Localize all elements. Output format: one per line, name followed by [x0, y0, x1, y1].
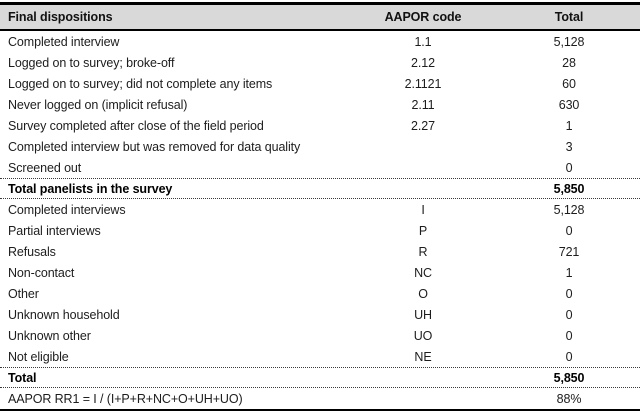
table-row: [0, 325, 640, 346]
total-cell: 0: [565, 286, 573, 301]
table-row: [0, 304, 640, 325]
table-body: [0, 31, 640, 409]
row-label-cell: Non-contact: [8, 265, 75, 280]
aapor-code-cell: 2.27: [411, 118, 435, 133]
aapor-code-cell: NE: [414, 349, 432, 364]
table-row: [0, 220, 640, 241]
table-row: [0, 346, 640, 367]
row-label-cell: Refusals: [8, 244, 56, 259]
aapor-code-cell: R: [418, 244, 428, 259]
table-header-row: [0, 5, 640, 31]
column-header-aapor-code: AAPOR code: [384, 10, 462, 24]
table-row: [0, 178, 640, 199]
row-label-cell: Other: [8, 286, 39, 301]
aapor-code-cell: 2.1121: [404, 76, 442, 91]
table-row: [0, 367, 640, 388]
dispositions-table: [0, 2, 640, 411]
row-label-cell: Unknown other: [8, 328, 91, 343]
table-row: [0, 31, 640, 52]
total-cell: 0: [565, 223, 573, 238]
column-header-final-dispositions: Final dispositions: [8, 10, 113, 24]
table-row: [0, 52, 640, 73]
aapor-code-cell: O: [418, 286, 428, 301]
aapor-code-cell: 2.11: [411, 97, 435, 112]
total-cell: 1: [565, 118, 573, 133]
aapor-code-cell: UH: [414, 307, 432, 322]
table-row: [0, 262, 640, 283]
total-cell: 60: [562, 76, 576, 91]
row-label-cell: AAPOR RR1 = I / (I+P+R+NC+O+UH+UO): [8, 391, 243, 406]
row-label-cell: Unknown household: [8, 307, 120, 322]
row-label-cell: Logged on to survey; broke-off: [8, 55, 175, 70]
row-label-cell: Completed interview: [8, 34, 120, 49]
table-row: [0, 115, 640, 136]
total-cell: 0: [565, 307, 573, 322]
total-cell: 5,128: [553, 202, 585, 217]
row-label-cell: Logged on to survey; did not complete any items: [8, 76, 273, 91]
row-label-cell: Not eligible: [8, 349, 69, 364]
row-label-cell: Survey completed after close of the field period: [8, 118, 264, 133]
table-row: [0, 136, 640, 157]
total-cell: 630: [558, 97, 580, 112]
column-header-total: Total: [554, 10, 584, 24]
total-cell: 3: [565, 139, 573, 154]
total-cell: 5,850: [553, 181, 585, 196]
row-label-cell: Completed interviews: [8, 202, 126, 217]
table-row: [0, 241, 640, 262]
table-row: [0, 73, 640, 94]
aapor-code-cell: 2.12: [411, 55, 435, 70]
row-label-cell: Never logged on (implicit refusal): [8, 97, 188, 112]
total-cell: 1: [565, 265, 573, 280]
aapor-code-cell: NC: [414, 265, 432, 280]
aapor-code-cell: UO: [413, 328, 433, 343]
row-label-cell: Total panelists in the survey: [8, 181, 173, 196]
aapor-code-cell: I: [421, 202, 425, 217]
aapor-code-cell: 1.1: [414, 34, 432, 49]
table-row: [0, 199, 640, 220]
total-cell: 88%: [556, 391, 582, 406]
table-row: [0, 388, 640, 409]
total-cell: 0: [565, 160, 573, 175]
total-cell: 5,850: [553, 370, 585, 385]
total-cell: 5,128: [553, 34, 585, 49]
row-label-cell: Screened out: [8, 160, 82, 175]
row-label-cell: Completed interview but was removed for data quality: [8, 139, 301, 154]
total-cell: 721: [558, 244, 580, 259]
row-label-cell: Total: [8, 370, 37, 385]
table-row: [0, 157, 640, 178]
table-row: [0, 94, 640, 115]
aapor-code-cell: P: [418, 223, 428, 238]
table-row: [0, 283, 640, 304]
total-cell: 0: [565, 328, 573, 343]
total-cell: 28: [562, 55, 576, 70]
row-label-cell: Partial interviews: [8, 223, 101, 238]
total-cell: 0: [565, 349, 573, 364]
